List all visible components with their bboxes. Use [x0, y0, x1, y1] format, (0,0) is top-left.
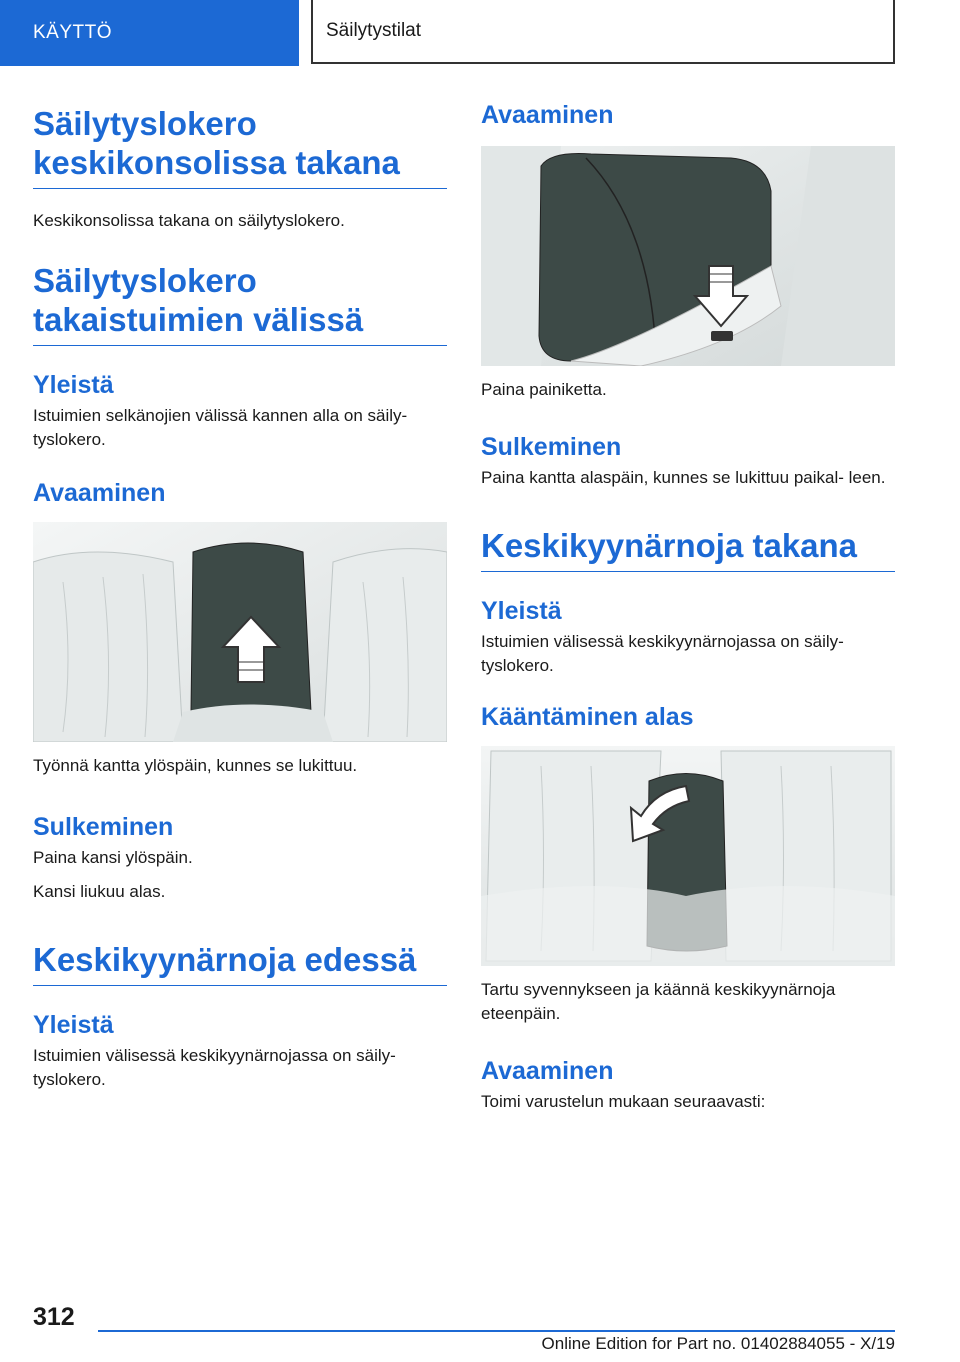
heading-close-1: Sulkeminen [33, 813, 174, 841]
heading-open-2: Avaaminen [481, 101, 614, 129]
section-label: Säilytystilat [326, 20, 422, 41]
figure-console-button [481, 146, 895, 366]
heading-console-storage: Säilytyslokero keskikonsolissa takana [33, 104, 447, 189]
figure-seat-storage [33, 522, 447, 742]
seat-storage-illustration [33, 522, 447, 742]
console-button-illustration [481, 146, 895, 366]
heading-general-3: Yleistä [481, 597, 562, 625]
heading-close-2: Sulkeminen [481, 433, 622, 461]
text-general-1: Istuimien selkänojien välissä kannen alla on säily‐ tyslokero. [33, 406, 408, 449]
heading-front-armrest: Keskikyynärnoja edessä [33, 940, 447, 986]
page-number: 312 [33, 1303, 75, 1331]
rear-armrest-illustration [481, 746, 895, 966]
left-column [33, 104, 447, 1092]
section-header [311, 0, 895, 64]
text-general-3: Istuimien välisessä keskikyynärnojassa on säily‐ tyslokero. [481, 632, 844, 675]
caption-2: Paina painiketta. [481, 380, 607, 399]
text-console-storage: Keskikonsolissa takana on säilytyslokero. [33, 211, 345, 230]
heading-open-3: Avaaminen [481, 1057, 614, 1085]
heading-rear-armrest: Keskikyynärnoja takana [481, 526, 895, 572]
footer-divider [98, 1330, 895, 1332]
text-close-1b: Kansi liukuu alas. [33, 882, 166, 901]
text-close-1a: Paina kansi ylöspäin. [33, 848, 193, 867]
footer-edition: Online Edition for Part no. 01402884055 - X/19 [541, 1334, 895, 1353]
heading-general-1: Yleistä [33, 371, 114, 399]
chapter-label: KÄYTTÖ [33, 22, 113, 43]
caption-1: Työnnä kantta ylöspäin, kunnes se lukittuu. [33, 756, 358, 775]
figure-rear-armrest [481, 746, 895, 966]
text-open-3: Toimi varustelun mukaan seuraavasti: [481, 1092, 766, 1111]
heading-open-1: Avaaminen [33, 479, 166, 507]
right-column [481, 100, 895, 1114]
heading-general-2: Yleistä [33, 1011, 114, 1039]
text-close-2: Paina kantta alaspäin, kunnes se lukittuu paikal‐ leen. [481, 468, 886, 487]
text-general-2: Istuimien välisessä keskikyynärnojassa on säily‐ tyslokero. [33, 1046, 396, 1089]
heading-fold-down: Kääntäminen alas [481, 703, 694, 731]
caption-3: Tartu syvennykseen ja käännä keskikyynärnoja eteenpäin. [481, 980, 836, 1023]
heading-between-seats: Säilytyslokero takaistuimien välissä [33, 261, 447, 346]
chapter-tab[interactable] [0, 0, 299, 66]
